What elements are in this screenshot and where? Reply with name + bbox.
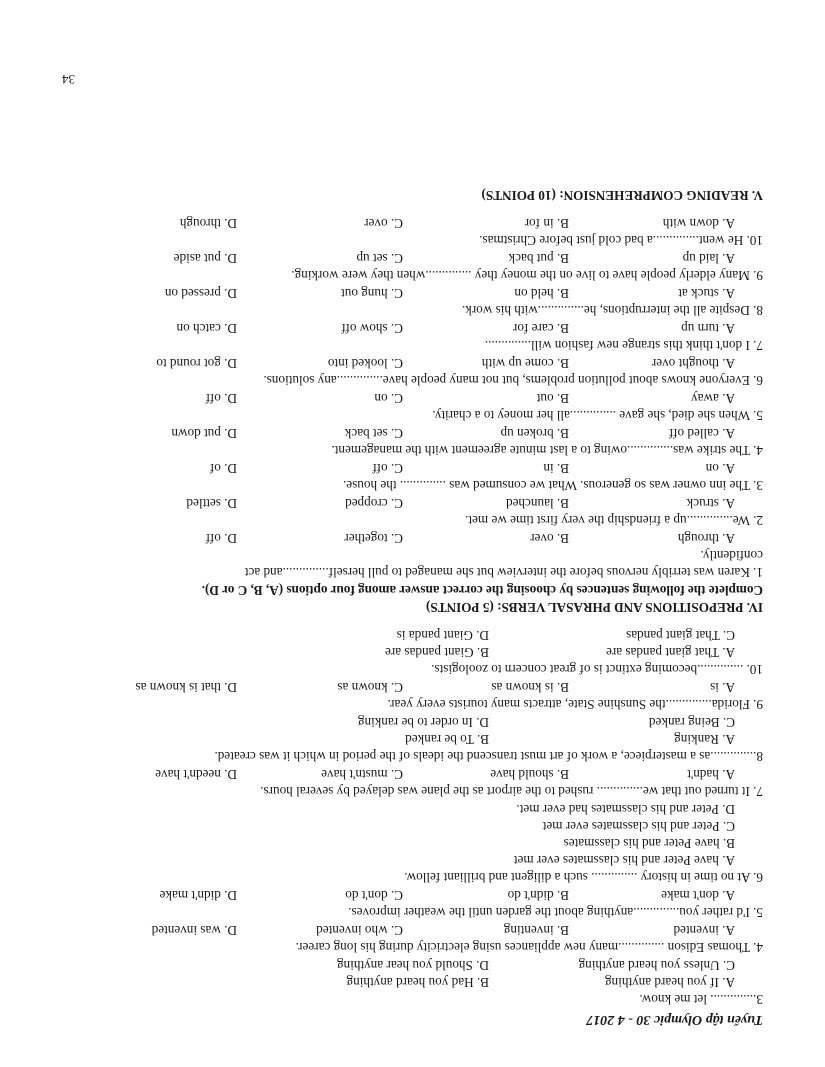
question-stem: 7. It turned out that we.............. rushed to the airport as the plane was delayed by several hours. bbox=[260, 784, 763, 799]
option-c: C. who invented bbox=[316, 923, 403, 938]
option-c: C. set back bbox=[344, 426, 403, 441]
option-d: D. that is known as bbox=[135, 680, 237, 695]
option-c: C. looked into bbox=[327, 356, 403, 371]
option-d: D. put down bbox=[171, 426, 237, 441]
option-a: A. That giant pandas are bbox=[605, 645, 735, 660]
question-stem: 8..............as a masterpiece, a work of art must transcend the ideals of the period in which it was created. bbox=[214, 749, 763, 764]
option-a: A. have Peter and his classmates ever met bbox=[513, 853, 735, 868]
option-a: A. struck bbox=[686, 496, 735, 511]
option-d: D. Giant panda is bbox=[396, 628, 489, 643]
option-b: B. broken up bbox=[500, 426, 569, 441]
option-d: D. through bbox=[179, 216, 237, 231]
question-stem: 3. The inn owner was so generous. What we consumed was .............. the house. bbox=[343, 478, 763, 493]
option-d: D. needn't have bbox=[155, 767, 237, 782]
option-c: C. off bbox=[372, 461, 403, 476]
option-a: A. laid up bbox=[682, 251, 735, 266]
option-b: B. Had you heard anything bbox=[346, 975, 489, 990]
option-d: D. settled bbox=[186, 496, 237, 511]
option-a: A. is bbox=[710, 680, 735, 695]
option-d: D. didn't make bbox=[159, 888, 237, 903]
question-stem: 8. Despite all the interruptions, he..............with his work. bbox=[461, 303, 763, 318]
question-stem-continued: confidently. bbox=[700, 548, 763, 563]
option-b: B. in bbox=[543, 461, 569, 476]
option-c: C. set up bbox=[356, 251, 403, 266]
option-c: C. show off bbox=[341, 321, 403, 336]
question-stem: 4. The strike was..............owing to a last minute agreement with the management. bbox=[331, 443, 763, 458]
option-b: B. in for bbox=[524, 216, 569, 231]
option-c: C. together bbox=[344, 531, 403, 546]
option-a: A. through bbox=[677, 531, 735, 546]
section-heading: IV. PREPOSITIONS AND PHRASAL VERBS: (5 POINTS) bbox=[426, 600, 763, 615]
page-header-title: Tuyển tập Olympic 30 - 4 2017 bbox=[586, 1012, 763, 1027]
option-b: B. inventing bbox=[503, 923, 569, 938]
option-b: B. launched bbox=[506, 496, 569, 511]
option-d: D. Peter and his classmates had ever met. bbox=[516, 802, 735, 817]
option-d: D. off bbox=[205, 531, 237, 546]
question-stem: 7. I don't think this strange new fashion will.............. bbox=[484, 338, 763, 353]
option-c: C. on bbox=[374, 391, 403, 406]
option-b: B. is known as bbox=[491, 680, 569, 695]
question-stem: 10. He went..............a bad cold just before Christmas. bbox=[479, 233, 763, 248]
option-c: C. Unless you heard anything bbox=[578, 958, 735, 973]
option-d: D. was invented bbox=[151, 923, 237, 938]
option-a: A. called off bbox=[668, 426, 735, 441]
question-stem: 6. At no time in history .............. such a diligent and brilliant fellow. bbox=[404, 870, 763, 885]
section-instruction: Complete the following sentences by choosing the correct answer among four options (A, B, C or D). bbox=[201, 583, 763, 598]
option-c: C. Being ranked bbox=[648, 715, 735, 730]
option-a: A. stuck at bbox=[678, 286, 735, 301]
option-d: D. put aside bbox=[173, 251, 237, 266]
option-a: A. down with bbox=[662, 216, 735, 231]
option-c: C. mustn't have bbox=[321, 767, 403, 782]
option-a: A. Ranking bbox=[674, 732, 735, 747]
option-d: D. pressed on bbox=[164, 286, 237, 301]
question-stem: 10. ..............becoming extinct is of great concern to zoologists. bbox=[431, 662, 763, 677]
option-b: B. put back bbox=[508, 251, 569, 266]
option-b: B. over bbox=[530, 531, 569, 546]
question-stem: 9. Many elderly people have to live on the money they ..............when they were working. bbox=[291, 268, 763, 283]
option-b: B. should have bbox=[490, 767, 569, 782]
option-a: A. If you heard anything bbox=[604, 975, 735, 990]
option-c: C. That giant pandas bbox=[626, 628, 735, 643]
option-d: D. of bbox=[209, 461, 237, 476]
question-stem: 9. Florida..............the Sunshine State, attracts many tourists every year. bbox=[387, 697, 763, 712]
question-stem: 1. Karen was terribly nervous before the interview but she managed to pull herself..............and act bbox=[244, 565, 763, 580]
option-d: D. off bbox=[205, 391, 237, 406]
question-stem: 6. Everyone knows about pollution problems, but not many people have..............any solutions. bbox=[263, 373, 763, 388]
option-b: B. come up with bbox=[481, 356, 569, 371]
option-c: C. cropped bbox=[345, 496, 403, 511]
option-a: A. turn up bbox=[681, 321, 735, 336]
option-b: B. out bbox=[536, 391, 569, 406]
question-stem: 5. I'd rather you..............anything about the garden until the weather improves. bbox=[348, 905, 763, 920]
option-a: A. away bbox=[691, 391, 735, 406]
option-a: A. hadn't bbox=[687, 767, 735, 782]
option-c: C. over bbox=[364, 216, 403, 231]
question-stem: 5. When she died, she gave ..............all her money to a charity. bbox=[432, 408, 763, 423]
option-b: B. care for bbox=[512, 321, 569, 336]
question-stem: 2. We..............up a friendship the very first time we met. bbox=[465, 513, 763, 528]
section-heading: V. READING COMPREHENSION: (10 POINTS) bbox=[481, 188, 763, 203]
option-a: A. don't make bbox=[661, 888, 735, 903]
option-b: B. have Peter and his classmates bbox=[563, 836, 735, 851]
option-b: B. To be ranked bbox=[405, 732, 489, 747]
question-stem: 4. Thomas Edison ..............many new appliances using electricity during his long career. bbox=[295, 940, 763, 955]
option-d: D. In order to be ranking bbox=[357, 715, 489, 730]
option-b: B. held on bbox=[514, 286, 569, 301]
option-a: A. invented bbox=[673, 923, 735, 938]
option-d: D. catch on bbox=[176, 321, 237, 336]
option-d: D. got round to bbox=[156, 356, 237, 371]
option-c: C. hung out bbox=[341, 286, 403, 301]
option-b: B. didn't do bbox=[507, 888, 569, 903]
page-number: 34 bbox=[62, 72, 75, 87]
option-b: B. Giant pandas are bbox=[385, 645, 489, 660]
option-c: C. known as bbox=[337, 680, 403, 695]
question-stem: 3.............. let me know. bbox=[639, 992, 763, 1007]
option-c: C. Peter and his classmates ever met bbox=[542, 819, 735, 834]
option-a: A. on bbox=[705, 461, 735, 476]
option-c: C. don't do bbox=[345, 888, 403, 903]
option-a: A. thought over bbox=[651, 356, 735, 371]
option-d: D. Should you hear anything bbox=[336, 958, 489, 973]
